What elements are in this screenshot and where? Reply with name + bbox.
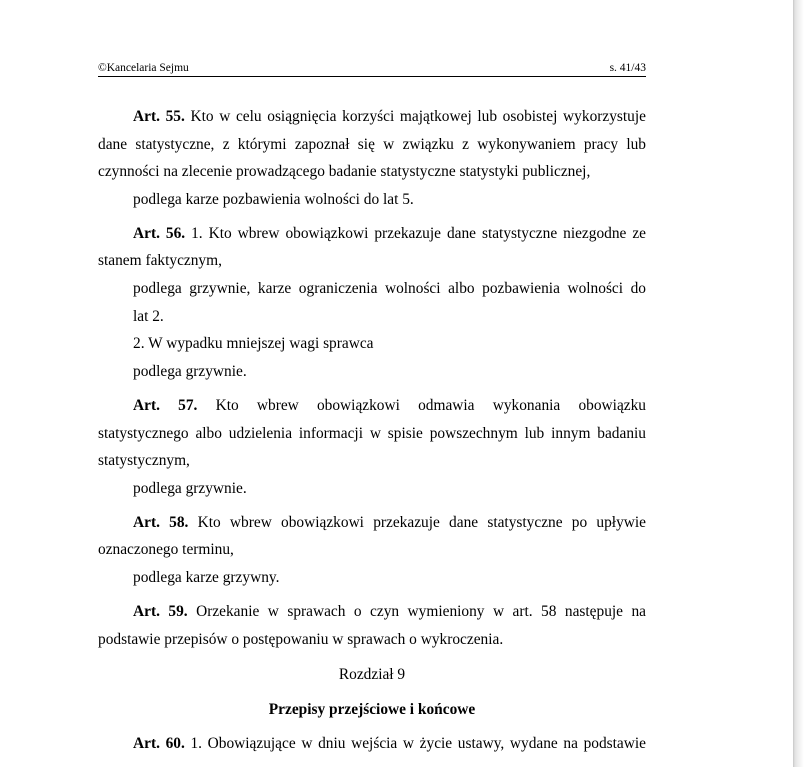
art-55-text-1: Kto w celu osiągnięcia korzyści majątkowej lub osobistej wykorzystuje bbox=[184, 108, 646, 125]
art-59-label: Art. 59. bbox=[133, 603, 188, 621]
chapter-number: Rozdział 9 bbox=[338, 666, 406, 684]
art-57-text-1: Kto wbrew obowiązkowi odmawia wykonania obowiązku bbox=[197, 396, 646, 414]
art-56-label: Art. 56. bbox=[133, 224, 186, 242]
art-57-label: Art. 57. bbox=[133, 396, 198, 414]
art-58-line-1 bbox=[98, 509, 646, 537]
header-publisher: ©Kancelaria Sejmu bbox=[98, 62, 189, 74]
page-header bbox=[98, 60, 646, 77]
art-57-line-3: statystycznym, bbox=[98, 452, 190, 470]
art-59-line-2: podstawie przepisów o postępowaniu w sprawach o wykroczenia. bbox=[98, 630, 504, 648]
art-55-penalty: podlega karze pozbawienia wolności do lat 5. bbox=[133, 190, 414, 208]
header-page-number: s. 41/43 bbox=[609, 62, 646, 74]
art-56-line-2: stanem faktycznym, bbox=[98, 252, 222, 270]
art-56-penalty-1a: podlega grzywnie, karze ograniczenia wolności albo pozbawienia wolności do bbox=[133, 280, 646, 298]
art-57-line-2: statystycznego albo udzielenia informacji w spisie powszechnym lub innym badaniu bbox=[98, 424, 646, 442]
art-60-label: Art. 60. bbox=[133, 734, 185, 752]
art-57-line-1 bbox=[98, 392, 646, 420]
art-60-line-1 bbox=[98, 730, 646, 758]
art-56-penalty-1b: lat 2. bbox=[133, 307, 164, 325]
page-edge-shadow bbox=[793, 0, 804, 767]
art-55-line-3: czynności na zlecenie prowadzącego badanie statystyczne statystyki publicznej, bbox=[98, 163, 591, 181]
art-55-line-2: dane statystyczne, z którymi zapoznał się w związku z wykonywaniem pracy lub bbox=[98, 135, 646, 153]
art-59-text-1: Orzekanie w sprawach o czyn wymieniony w art. 58 następuje na bbox=[187, 603, 646, 621]
chapter-title: Przepisy przejściowe i końcowe bbox=[268, 700, 476, 718]
art-56-line-1 bbox=[98, 220, 646, 248]
art-58-line-2: oznaczonego terminu, bbox=[98, 541, 234, 559]
art-58-text-1: Kto wbrew obowiązkowi przekazuje dane statystyczne po upływie bbox=[188, 513, 646, 531]
art-57-penalty: podlega grzywnie. bbox=[133, 479, 247, 497]
art-56-para-2: 2. W wypadku mniejszej wagi sprawca bbox=[133, 335, 374, 353]
art-55-label: Art. 55. bbox=[133, 108, 185, 125]
art-58-label: Art. 58. bbox=[133, 513, 189, 531]
art-56-text-1: 1. Kto wbrew obowiązkowi przekazuje dane statystyczne niezgodne ze bbox=[185, 224, 646, 242]
art-55-line-1 bbox=[98, 103, 646, 131]
art-60-text-1: 1. Obowiązujące w dniu wejścia w życie ustawy, wydane na podstawie bbox=[184, 734, 646, 752]
art-59-line-1 bbox=[98, 598, 646, 626]
art-56-penalty-2: podlega grzywnie. bbox=[133, 362, 247, 380]
document-body bbox=[98, 103, 646, 758]
art-58-penalty: podlega karze grzywny. bbox=[133, 569, 280, 586]
